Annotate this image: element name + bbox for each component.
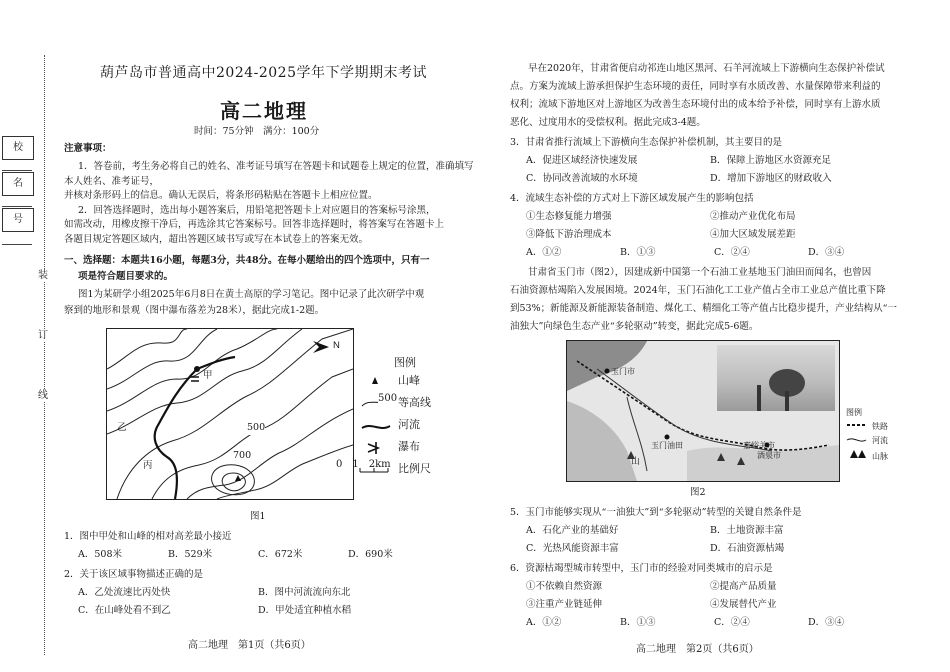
seal-mark: 装 xyxy=(38,270,48,281)
q4-option-c[interactable]: C．②④ xyxy=(714,247,750,258)
school-underline xyxy=(2,170,32,171)
note-2c: 各题目规定答题区域内，超出答题区域书写或写在本试卷上的答案无效。 xyxy=(64,233,369,245)
place-jia: 甲 xyxy=(203,370,213,381)
photo-tree-silhouette xyxy=(717,345,835,411)
note-1a: 1．答卷前，考生务必将自己的姓名、准考证号填写在答题卡和试题卷上规定的位置，准确填写本人姓名、准考证号， xyxy=(64,161,474,187)
section1-line2: 项是符合题目要求的。 xyxy=(78,271,174,282)
q6-option-a[interactable]: A．①② xyxy=(526,617,562,628)
q4-option-b[interactable]: B．①③ xyxy=(620,247,656,258)
q6-item-4: ④发展替代产业 xyxy=(710,599,777,610)
note-2b: 如需改动，用橡皮擦干净后，再选涂其它答案标号。回答非选择题时，将答案写在答题卡上 xyxy=(64,219,445,230)
intro3-line3: 到53%；新能源及新能源装备制造、煤化工、精细化工等产值占比稳步提升，产业结构从“一 xyxy=(510,303,897,314)
river-icon xyxy=(362,426,390,428)
legend1-title: 图例 xyxy=(394,356,416,369)
q1-option-a[interactable]: A．508米 xyxy=(78,549,122,560)
name-underline xyxy=(2,206,32,207)
q3-option-c[interactable]: C．协同改善流域的水环境 xyxy=(526,173,638,184)
q4-option-d[interactable]: D．③④ xyxy=(808,247,845,258)
fig2-city-jiayuguan: 嘉峪关市 xyxy=(743,441,775,450)
q2-option-a[interactable]: A．乙处流速比丙处快 xyxy=(78,587,171,598)
q4-item-1: ①生态修复能力增强 xyxy=(526,211,612,222)
q6-item-1: ①不依赖自然资源 xyxy=(526,581,603,592)
notes-block xyxy=(64,160,474,247)
fig2-legend-mountain: 山脉 xyxy=(872,452,888,461)
q6-option-d[interactable]: D．③④ xyxy=(808,617,845,628)
fig2-legend-symbols xyxy=(846,420,868,466)
note-2a: 2．回答选择题时，选出每小题答案后，用铅笔把答题卡上对应题目的答案标号涂黑， xyxy=(78,204,436,216)
intro2-line2: 点。方案为流域上游承担保护生态环境的责任，同时享有水质改善、水量保障带来利益的 xyxy=(510,81,881,92)
exam-subject: 高二地理 xyxy=(220,99,308,123)
q5-option-c[interactable]: C．光热风能资源丰富 xyxy=(526,543,619,554)
q6-option-c[interactable]: C．②④ xyxy=(714,617,750,628)
figure1-contours xyxy=(107,329,353,499)
waterfall-icon xyxy=(368,442,378,454)
legend1-waterfall: 瀑布 xyxy=(398,440,420,453)
legend1-contour-num: 500 xyxy=(378,393,398,404)
intro1-line2: 察到的地形和景观（图中瀑布落差为28米），据此完成1-2题。 xyxy=(64,305,325,316)
q2-option-b[interactable]: B．图中河流流向东北 xyxy=(258,587,351,598)
figure1-caption: 图1 xyxy=(250,511,266,522)
exam-meta: 时间：75分钟 满分：100分 xyxy=(194,126,320,137)
q3-option-d[interactable]: D．增加下游地区的财政收入 xyxy=(710,173,832,184)
contour-label-500: 500 xyxy=(247,422,266,433)
line-mark: 线 xyxy=(38,390,48,401)
q5-stem: 5．玉门市能够实现从“一油独大”到“多轮驱动”转型的关键自然条件是 xyxy=(510,507,802,518)
q6-item-3: ③注重产业链延伸 xyxy=(526,599,603,610)
q1-stem: 1．图中甲处和山峰的相对高差最小接近 xyxy=(64,531,232,542)
fig2-legend-title: 图例 xyxy=(846,408,862,417)
q4-item-4: ④加大区域发展差距 xyxy=(710,229,796,240)
place-yi: 乙 xyxy=(117,422,127,433)
legend1-contour: 等高线 xyxy=(398,396,431,409)
q5-option-b[interactable]: B．土地资源丰富 xyxy=(710,525,784,536)
q3-option-a[interactable]: A．促进区域经济快速发展 xyxy=(526,155,638,166)
school-label: 校 xyxy=(2,136,34,160)
north-label: N xyxy=(333,340,340,351)
intro3-line4: 油独大”向绿色生态产业“多轮驱动”转变，据此完成5-6题。 xyxy=(510,321,759,332)
q2-option-d[interactable]: D．甲处适宜种植水稻 xyxy=(258,605,352,616)
exam-title: 葫芦岛市普通高中2024-2025学年下学期期末考试 xyxy=(100,65,427,81)
q6-option-b[interactable]: B．①③ xyxy=(620,617,656,628)
intro2-line1: 早在2020年，甘肃省便启动祁连山地区黑河、石羊河流域上下游横向生态保护补偿试 xyxy=(528,63,885,74)
intro3-line1: 甘肃省玉门市（图2），因建成新中国第一个石油工业基地玉门油田而闻名，也曾因 xyxy=(528,267,872,278)
fig2-city-jiuquan: 酒泉市 xyxy=(757,451,781,460)
legend1-scale-text: 0 1 2km xyxy=(336,459,391,470)
contour-label-700: 700 xyxy=(233,450,252,461)
q5-option-a[interactable]: A．石化产业的基础好 xyxy=(526,525,619,536)
peak-icon xyxy=(372,377,378,384)
name-label: 名 xyxy=(2,172,34,196)
river-icon xyxy=(847,439,866,441)
order-mark: 订 xyxy=(38,330,48,341)
intro2-line4: 恶化、过度用水的受偿权利。据此完成3-4题。 xyxy=(510,117,706,128)
fig2-legend-rail: 铁路 xyxy=(872,422,888,431)
figure2-photo xyxy=(717,345,835,411)
q1-option-b[interactable]: B．529米 xyxy=(168,549,213,560)
q2-stem: 2．关于该区域事物描述正确的是 xyxy=(64,569,204,580)
legend1-peak: 山峰 xyxy=(398,374,420,387)
q2-option-c[interactable]: C．在山峰处看不到乙 xyxy=(78,605,171,616)
q6-stem: 6．资源枯竭型城市转型中，玉门市的经验对同类城市的启示是 xyxy=(510,563,773,574)
q4-item-2: ②推动产业优化布局 xyxy=(710,211,796,222)
intro2-line3: 权利；流域下游地区对上游地区为改善生态环境付出的成本给予补偿，同时享有上游水质 xyxy=(510,99,881,110)
number-label: 号 xyxy=(2,208,34,232)
place-bing: 丙 xyxy=(143,460,153,471)
mountain-icon xyxy=(850,450,866,458)
number-underline xyxy=(2,244,32,245)
figure1-legend xyxy=(336,356,468,486)
binding-dotted-line xyxy=(44,55,45,655)
intro1-line1: 图1为某研学小组2025年6月8日在黄土高原的学习笔记。图中记录了此次研学中观 xyxy=(78,289,425,300)
notes-heading: 注意事项： xyxy=(64,143,112,154)
figure2-caption: 图2 xyxy=(690,487,706,498)
q3-stem: 3．甘肃省推行流域上下游横向生态保护补偿机制，其主要目的是 xyxy=(510,137,783,148)
q4-stem: 4．流域生态补偿的方式对上下游区域发展产生的影响包括 xyxy=(510,193,754,204)
legend1-scale: 比例尺 xyxy=(398,462,431,475)
q5-option-d[interactable]: D．石油资源枯竭 xyxy=(710,543,785,554)
q1-option-c[interactable]: C．672米 xyxy=(258,549,303,560)
section1-line1: 一、选择题：本题共16小题，每题3分，共48分。在每小题给出的四个选项中，只有一 xyxy=(64,255,430,266)
figure2-map xyxy=(566,340,840,482)
fig2-legend-river: 河流 xyxy=(872,436,888,445)
figure1-map xyxy=(106,328,354,500)
figure2-legend xyxy=(846,406,906,466)
footer-left: 高二地理 第1页（共6页） xyxy=(188,640,311,651)
legend1-river: 河流 xyxy=(398,418,420,431)
note-1b: 并核对条形码上的信息。确认无误后，将条形码粘贴在答题卡上相应位置。 xyxy=(64,190,378,201)
q1-option-d[interactable]: D．690米 xyxy=(348,549,393,560)
fig2-city-oilfield: 玉门油田 xyxy=(651,441,683,450)
q6-item-2: ②提高产品质量 xyxy=(710,581,777,592)
fig2-city-yumen: 玉门市 xyxy=(611,367,635,376)
q3-option-b[interactable]: B．保障上游地区水资源充足 xyxy=(710,155,831,166)
fig2-mountain: 山 xyxy=(631,457,641,467)
q4-option-a[interactable]: A．①② xyxy=(526,247,562,258)
footer-right: 高二地理 第2页（共6页） xyxy=(636,644,759,655)
intro3-line2: 石油资源枯竭陷入发展困境。2024年，玉门石油化工工业产值占全市工业总产值比重下降 xyxy=(510,285,886,296)
q4-item-3: ③降低下游治理成本 xyxy=(526,229,612,240)
